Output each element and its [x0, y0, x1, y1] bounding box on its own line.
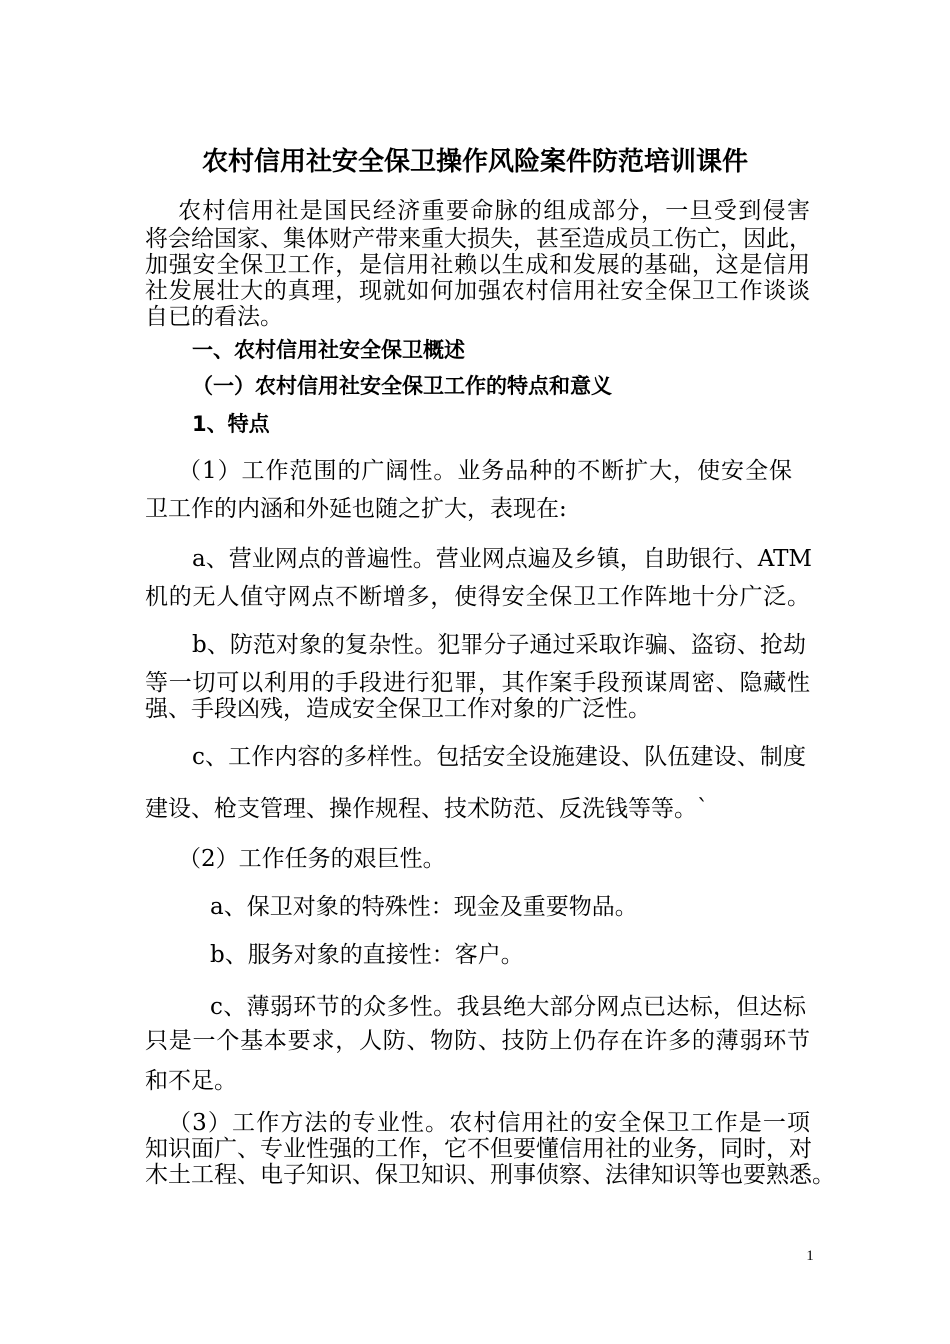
item2: （2）工作任务的艰巨性。	[178, 846, 446, 872]
intro-line-1: 农村信用社是国民经济重要命脉的组成部分，一旦受到侵害	[178, 198, 810, 224]
item3-line-1: （3）工作方法的专业性。农村信用社的安全保卫工作是一项	[168, 1110, 810, 1136]
item2a: a、保卫对象的特殊性：现金及重要物品。	[210, 894, 638, 920]
item2c-line-3: 和不足。	[145, 1068, 237, 1094]
item2b: b、服务对象的直接性：客户。	[210, 942, 524, 968]
intro-line-2: 将会给国家、集体财产带来重大损失，甚至造成员工伤亡，因此，	[145, 226, 812, 252]
item1b-line-3: 强、手段凶残，造成安全保卫工作对象的广泛性。	[145, 696, 651, 722]
item2c-line-1: c、薄弱环节的众多性。我县绝大部分网点已达标，但达标	[210, 994, 806, 1020]
item1a-line-1: a、营业网点的普遍性。营业网点遍及乡镇，自助银行、ATM	[192, 546, 812, 572]
intro-line-5: 自已的看法。	[145, 304, 283, 330]
item1c-line-1: c、工作内容的多样性。包括安全设施建设、队伍建设、制度	[192, 744, 806, 770]
item2c-line-2: 只是一个基本要求，人防、物防、技防上仍存在许多的薄弱环节	[145, 1028, 810, 1054]
point-heading-1: 1、特点	[192, 412, 270, 436]
item1-line-2: 卫工作的内涵和外延也随之扩大，表现在:	[145, 496, 567, 522]
item1b-line-1: b、防范对象的复杂性。犯罪分子通过采取诈骗、盗窃、抢劫	[192, 632, 806, 658]
item1c-line-2: 建设、枪支管理、操作规程、技术防范、反洗钱等等。`	[145, 796, 709, 822]
document-title: 农村信用社安全保卫操作风险案件防范培训课件	[201, 147, 748, 177]
intro-line-4: 社发展壮大的真理，现就如何加强农村信用社安全保卫工作谈谈	[145, 278, 810, 304]
item3-line-3: 木土工程、电子知识、保卫知识、刑事侦察、法律知识等也要熟悉。	[145, 1162, 835, 1188]
intro-line-3: 加强安全保卫工作，是信用社赖以生成和发展的基础，这是信用	[145, 252, 810, 278]
subsection-heading-1: （一）农村信用社安全保卫工作的特点和意义	[192, 374, 612, 398]
section-heading-1: 一、农村信用社安全保卫概述	[192, 338, 465, 362]
item3-line-2: 知识面广、专业性强的工作，它不但要懂信用社的业务，同时，对	[145, 1136, 812, 1162]
item1a-line-2: 机的无人值守网点不断增多，使得安全保卫工作阵地十分广泛。	[145, 584, 810, 610]
item1-line-1: （1）工作范围的广阔性。业务品种的不断扩大，使安全保	[178, 458, 792, 484]
item1b-line-2: 等一切可以利用的手段进行犯罪，其作案手段预谋周密、隐藏性	[145, 670, 810, 696]
page-number: 1	[806, 1248, 814, 1264]
